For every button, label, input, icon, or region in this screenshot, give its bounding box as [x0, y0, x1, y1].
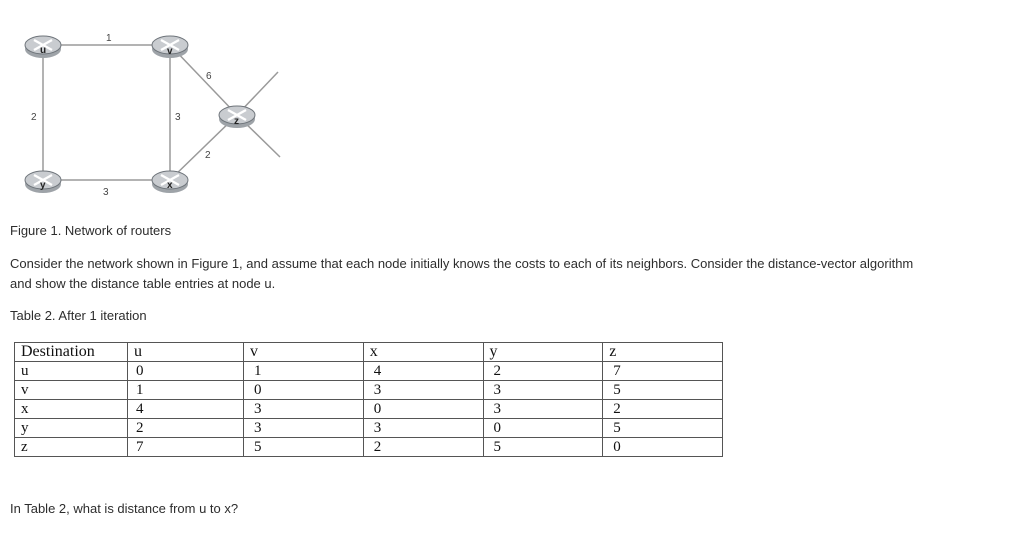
cost-label-v-x: 3 [175, 112, 181, 123]
table-row [15, 362, 723, 381]
router-label-x: x [167, 180, 173, 191]
table-row [15, 381, 723, 400]
table-cell: 0 [244, 381, 364, 400]
router-x [152, 171, 188, 193]
table-cell: 0 [603, 438, 723, 457]
table-cell: 4 [128, 400, 244, 419]
cost-label-y-x: 3 [103, 187, 109, 198]
table-cell: 3 [363, 419, 483, 438]
router-label-z: z [234, 116, 239, 127]
table-cell: 5 [244, 438, 364, 457]
table-cell: 3 [244, 400, 364, 419]
question-paragraph [10, 254, 913, 294]
distance-table [14, 342, 723, 457]
table-cell: 3 [363, 381, 483, 400]
router-label-v: v [167, 46, 173, 57]
figure-caption: Figure 1. Network of routers [10, 223, 172, 238]
header-y: y [483, 343, 603, 362]
table-cell: 0 [128, 362, 244, 381]
table-cell: 1 [128, 381, 244, 400]
row-label: x [15, 400, 128, 419]
table-cell: 7 [128, 438, 244, 457]
header-z: z [603, 343, 723, 362]
table-cell: 4 [363, 362, 483, 381]
table-cell: 0 [363, 400, 483, 419]
question-prompt: In Table 2, what is distance from u to x? [10, 501, 239, 516]
cost-label-u-v: 1 [106, 33, 112, 44]
router-u [25, 36, 61, 58]
router-y [25, 171, 61, 193]
question-line-2: and show the distance table entries at node u. [10, 276, 276, 291]
table-row [15, 400, 723, 419]
table-cell: 5 [483, 438, 603, 457]
router-label-u: u [40, 45, 47, 56]
header-destination: Destination [15, 343, 128, 362]
row-label: v [15, 381, 128, 400]
cost-label-v-z: 6 [206, 71, 212, 82]
table-cell: 1 [244, 362, 364, 381]
table-cell: 2 [128, 419, 244, 438]
table-cell: 5 [603, 419, 723, 438]
row-label: u [15, 362, 128, 381]
cost-label-x-z: 2 [205, 150, 211, 161]
row-label: z [15, 438, 128, 457]
router-label-y: y [40, 180, 46, 191]
header-v: v [244, 343, 364, 362]
table-header-row [15, 343, 723, 362]
table-cell: 0 [483, 419, 603, 438]
table-cell: 3 [244, 419, 364, 438]
table-cell: 2 [603, 400, 723, 419]
row-label: y [15, 419, 128, 438]
question-line-1: Consider the network shown in Figure 1, and assume that each node initially knows the costs to each of its neighbors. Consider the distance-vector algorithm [10, 256, 914, 271]
table-cell: 2 [363, 438, 483, 457]
table-caption: Table 2. After 1 iteration [10, 308, 147, 323]
table-cell: 2 [483, 362, 603, 381]
network-diagram [0, 0, 320, 210]
cost-label-u-y: 2 [31, 112, 37, 123]
table-cell: 3 [483, 400, 603, 419]
header-u: u [128, 343, 244, 362]
router-v [152, 36, 188, 58]
table-cell: 3 [483, 381, 603, 400]
router-z [219, 106, 255, 128]
table-cell: 5 [603, 381, 723, 400]
table-cell: 7 [603, 362, 723, 381]
table-row [15, 419, 723, 438]
header-x: x [363, 343, 483, 362]
table-row [15, 438, 723, 457]
